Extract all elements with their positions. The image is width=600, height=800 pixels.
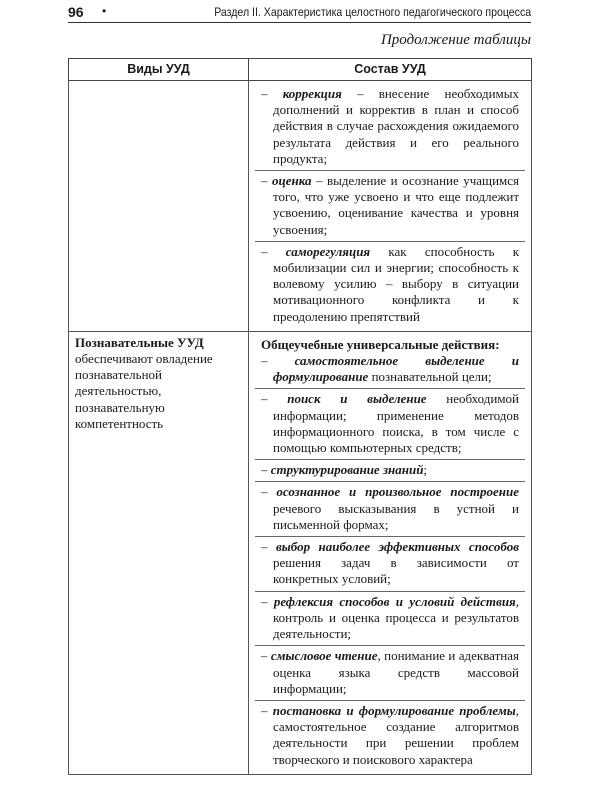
item-term: поиск и выделение	[287, 391, 427, 407]
dash-marker: –	[261, 243, 268, 259]
composition-item	[255, 171, 525, 242]
table-continuation-label: Продолжение таблицы	[380, 32, 531, 48]
composition-subheading: Общеучебные универсальные действия:	[261, 336, 500, 352]
composition-item	[255, 84, 525, 171]
item-text: ;	[423, 462, 428, 478]
uud-kind-cell	[69, 331, 249, 774]
dash-marker: –	[261, 86, 268, 101]
composition-item	[255, 646, 525, 701]
item-term: самостоятельное выделение и формулирование	[273, 353, 519, 385]
item-text: , понимание и адекватная оценка языка средств массовой информации;	[273, 648, 520, 696]
bullet-separator: •	[102, 4, 107, 18]
uud-kind-description: обеспечивают овладение познавательной деятельностью, познавательную компетентность	[75, 351, 213, 431]
composition-item	[255, 482, 525, 537]
uud-composition-cell	[249, 81, 532, 332]
page-number: 96	[68, 4, 84, 20]
item-text: решения задач в зависимости от конкретных условий;	[273, 555, 519, 587]
uud-composition-cell	[249, 331, 532, 774]
composition-item	[255, 389, 525, 460]
column-header-kinds: Виды УУД	[69, 59, 249, 81]
running-head	[68, 4, 531, 23]
item-text: как способность к мобилизации сил и энергии; способность к волевому усилию – выбору в ситуации мотивационного конфликта и к преодолению препятствий	[273, 243, 520, 324]
composition-item	[255, 701, 525, 771]
uud-table	[68, 58, 532, 775]
section-title: Раздел II. Характеристика целостного педагогического процесса	[214, 5, 531, 19]
item-text: необходимой информации; применение методов информационного поиска, в том числе с помощью компьютерных средств;	[273, 391, 520, 456]
composition-item	[255, 592, 525, 647]
table-header-row	[69, 59, 532, 81]
dash-marker: –	[261, 702, 268, 718]
item-term: осознанное и произвольное построение	[276, 484, 520, 500]
dash-marker: –	[261, 353, 268, 369]
item-text: познавательной цели;	[368, 369, 492, 385]
item-term: смысловое чтение	[270, 648, 378, 664]
table-row	[69, 331, 532, 774]
item-text: , самостоятельное создание алгоритмов деятельности при решении проблем творческого и поискового характера	[273, 702, 519, 767]
dash-marker: –	[261, 391, 268, 407]
uud-kind-title: Познавательные УУД	[75, 334, 204, 350]
dash-marker: –	[261, 462, 268, 478]
item-term: оценка	[272, 173, 312, 189]
composition-item	[255, 353, 525, 389]
column-header-composition: Состав УУД	[249, 59, 532, 81]
composition-item	[255, 242, 525, 328]
dash-marker: –	[261, 173, 268, 189]
item-text: – выделение и осознание учащимся того, что уже усвоено и что еще подлежит усвоению, оценивание качества и уровня усвоения;	[273, 173, 520, 237]
dash-marker: –	[261, 484, 268, 500]
item-term: рефлексия способов и условий действия	[273, 593, 516, 609]
composition-item	[255, 537, 525, 592]
item-term: постановка и формулирование проблемы	[272, 702, 516, 718]
item-term: структурирование знаний	[270, 462, 424, 478]
item-text: речевого высказывания в устной и письменной формах;	[273, 500, 519, 532]
uud-kind-cell	[69, 81, 249, 332]
item-term: выбор наиболее эффективных способов	[275, 539, 520, 555]
item-text: – внесение необходимых дополнений и корректив в план и способ действия в случае расхождения ожидаемого результата действия и его реального продукта;	[273, 86, 519, 166]
table-row	[69, 81, 532, 332]
composition-item	[255, 460, 525, 482]
item-text: , контроль и оценка процесса и результатов деятельности;	[273, 593, 520, 642]
dash-marker: –	[261, 593, 268, 609]
item-term: коррекция	[282, 86, 342, 101]
item-term: саморегуляция	[285, 243, 371, 259]
dash-marker: –	[261, 539, 268, 555]
dash-marker: –	[261, 648, 268, 664]
